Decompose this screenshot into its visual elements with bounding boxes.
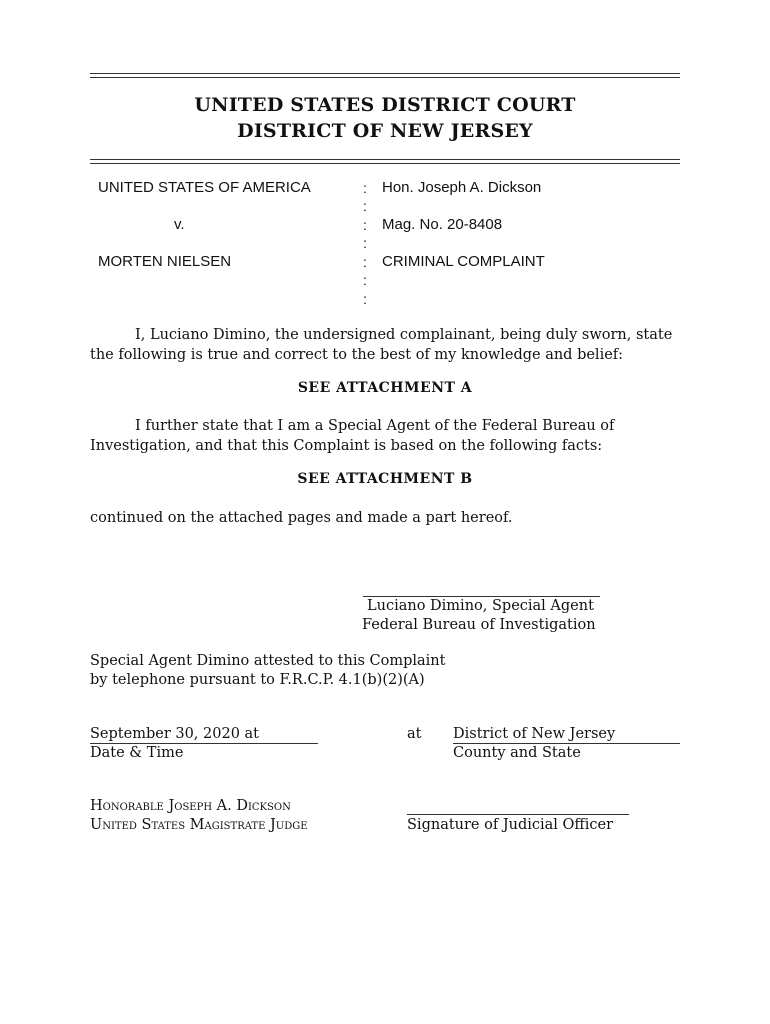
see-attachment-a: SEE ATTACHMENT A [297,380,473,396]
caption-plaintiff: UNITED STATES OF AMERICA [98,179,311,196]
attestation-line-1: Special Agent Dimino attested to this Complaint [90,653,446,669]
complaint-paragraph-2 [90,416,680,456]
complainant-name: Luciano Dimino, Special Agent [367,598,594,614]
caption-colon: : [363,291,367,307]
location-label: County and State [453,745,581,761]
top-rule-2 [90,77,680,78]
caption-colon: : [363,217,367,233]
attestation-line-2: by telephone pursuant to F.R.C.P. 4.1(b)(2)(A) [90,672,425,688]
caption-document-type: CRIMINAL COMPLAINT [382,253,545,270]
court-district: DISTRICT OF NEW JERSEY [237,120,533,142]
location-value [453,726,680,744]
at-word: at [407,726,422,742]
see-attachment-b: SEE ATTACHMENT B [297,471,473,487]
date-value [90,726,318,744]
header-rule-1 [90,159,680,160]
complaint-paragraph-1 [90,325,680,365]
caption-versus: v. [174,216,185,233]
caption-colon: : [363,235,367,251]
caption-colon: : [363,180,367,196]
caption-judge: Hon. Joseph A. Dickson [382,179,542,196]
location-value-text: District of New Jersey [453,726,616,742]
judicial-signature-label: Signature of Judicial Officer [407,817,614,833]
caption-colon: : [363,272,367,288]
judge-name: Honorable Joseph A. Dickson [90,798,291,814]
complainant-signature-line [363,596,600,597]
date-label: Date & Time [90,745,184,761]
caption-colon: : [363,198,367,214]
paragraph-2-text: I further state that I am a Special Agent of the Federal Bureau of Investigation, and that this Complaint is based on the following facts: [90,418,615,454]
judicial-signature-line [407,814,629,815]
top-rule-1 [90,73,680,74]
judge-title: United States Magistrate Judge [90,817,308,833]
complaint-paragraph-3: continued on the attached pages and made a part hereof. [90,510,513,526]
caption-case-number: Mag. No. 20-8408 [382,216,503,233]
date-value-text: September 30, 2020 at [90,726,260,742]
paragraph-1-text: I, Luciano Dimino, the undersigned complainant, being duly sworn, state the following is true and correct to the best of my knowledge and belief: [90,327,673,363]
header-rule-2 [90,163,680,164]
caption-colon: : [363,254,367,270]
complainant-agency: Federal Bureau of Investigation [362,617,596,633]
caption-defendant: MORTEN NIELSEN [98,253,232,270]
court-title: UNITED STATES DISTRICT COURT [194,94,576,116]
